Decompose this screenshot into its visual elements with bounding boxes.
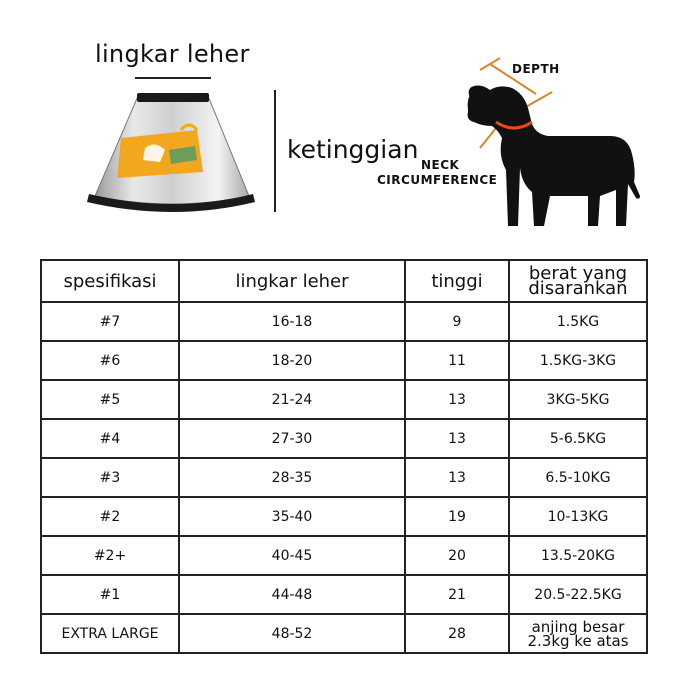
table-row xyxy=(41,302,647,341)
depth-label: DEPTH xyxy=(512,62,560,76)
cell-weight: 10-13KG xyxy=(509,497,647,536)
cell-neck: 21-24 xyxy=(179,380,405,419)
cell-height: 13 xyxy=(405,380,509,419)
cell-weight-line2: 2.3kg ke atas xyxy=(527,631,629,650)
table-row xyxy=(41,575,647,614)
cell-size: EXTRA LARGE xyxy=(41,614,179,653)
cell-neck: 28-35 xyxy=(179,458,405,497)
cone-collar-image xyxy=(85,90,260,215)
header-weight-line2: disarankan xyxy=(528,278,628,299)
cell-neck: 48-52 xyxy=(179,614,405,653)
cell-height: 20 xyxy=(405,536,509,575)
cell-height: 13 xyxy=(405,458,509,497)
table-row xyxy=(41,614,647,653)
cell-size: #7 xyxy=(41,302,179,341)
cell-neck: 44-48 xyxy=(179,575,405,614)
header-weight xyxy=(509,260,647,302)
neck-circumference-label-line2: CIRCUMFERENCE xyxy=(377,173,498,187)
cell-neck: 40-45 xyxy=(179,536,405,575)
cell-size: #2+ xyxy=(41,536,179,575)
table-row xyxy=(41,458,647,497)
neck-circumference-label: lingkar leher xyxy=(95,40,250,68)
cell-neck: 16-18 xyxy=(179,302,405,341)
neck-label-underline xyxy=(135,77,211,79)
table-row xyxy=(41,536,647,575)
table-row xyxy=(41,380,647,419)
cell-height: 9 xyxy=(405,302,509,341)
cell-weight: 13.5-20KG xyxy=(509,536,647,575)
cell-size: #6 xyxy=(41,341,179,380)
header-weight-line1: berat yang xyxy=(528,263,628,284)
dog-silhouette-image xyxy=(440,50,650,235)
size-chart-table xyxy=(40,259,648,654)
table-row xyxy=(41,419,647,458)
header-height: tinggi xyxy=(405,260,509,302)
cell-height: 28 xyxy=(405,614,509,653)
neck-circumference-label-line1: NECK xyxy=(421,158,460,172)
cell-size: #5 xyxy=(41,380,179,419)
cell-weight: 20.5-22.5KG xyxy=(509,575,647,614)
header-neck: lingkar leher xyxy=(179,260,405,302)
cell-weight: 1.5KG-3KG xyxy=(509,341,647,380)
cell-weight: 5-6.5KG xyxy=(509,419,647,458)
table-row xyxy=(41,341,647,380)
cell-neck: 35-40 xyxy=(179,497,405,536)
height-label: ketinggian xyxy=(287,135,419,164)
cell-neck: 18-20 xyxy=(179,341,405,380)
height-indicator-line xyxy=(274,90,276,212)
table-header-row xyxy=(41,260,647,302)
cell-height: 21 xyxy=(405,575,509,614)
header-spec: spesifikasi xyxy=(41,260,179,302)
cell-neck: 27-30 xyxy=(179,419,405,458)
table-row xyxy=(41,497,647,536)
cell-height: 11 xyxy=(405,341,509,380)
cell-height: 13 xyxy=(405,419,509,458)
cell-size: #4 xyxy=(41,419,179,458)
cell-size: #3 xyxy=(41,458,179,497)
cell-weight: 3KG-5KG xyxy=(509,380,647,419)
cell-height: 19 xyxy=(405,497,509,536)
cell-weight xyxy=(509,614,647,653)
cell-weight: 1.5KG xyxy=(509,302,647,341)
cell-size: #2 xyxy=(41,497,179,536)
cell-weight: 6.5-10KG xyxy=(509,458,647,497)
cell-size: #1 xyxy=(41,575,179,614)
cell-weight-line1: anjing besar xyxy=(531,617,625,636)
